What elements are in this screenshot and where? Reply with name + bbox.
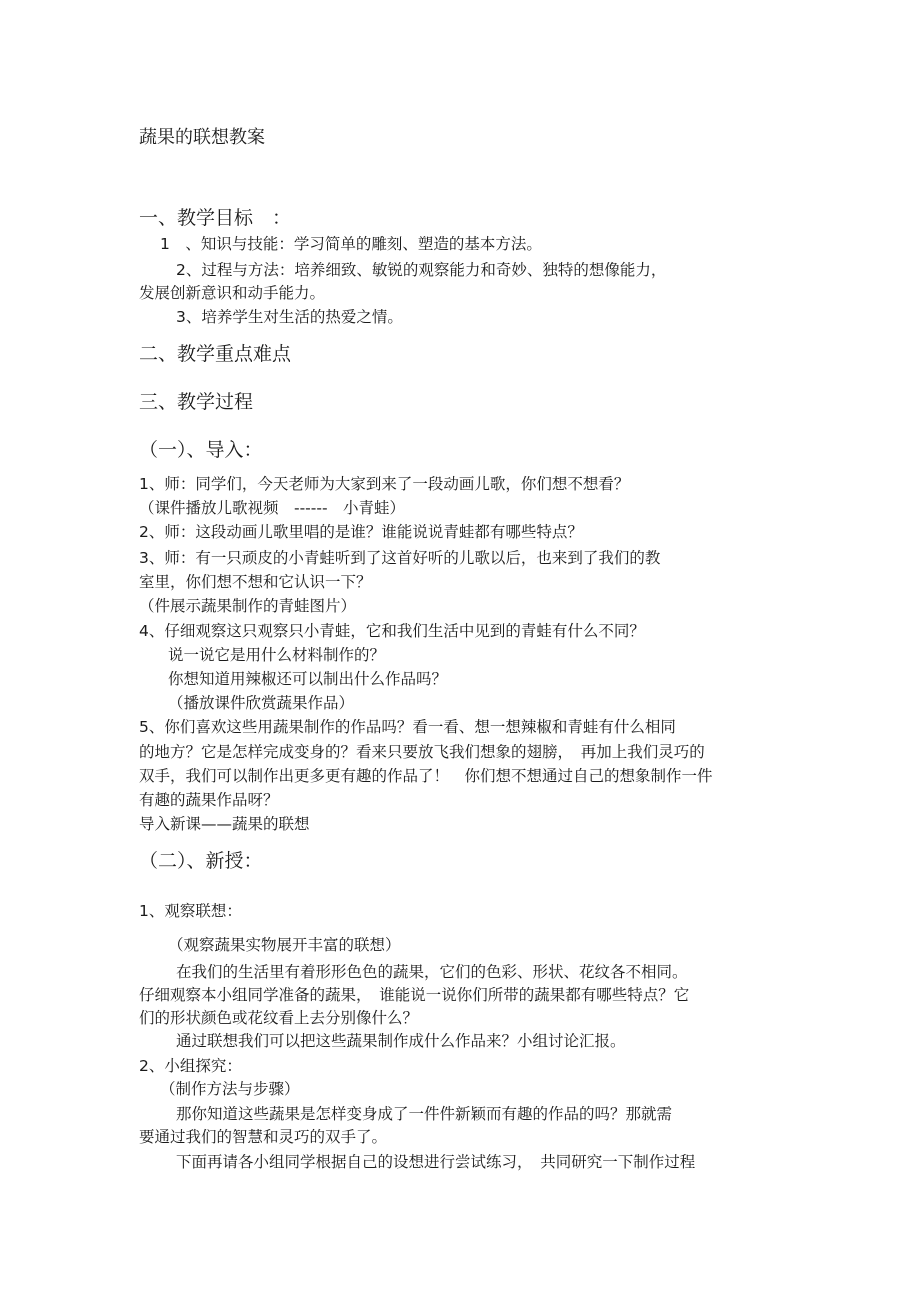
text-line: 2、师：这段动画儿歌里唱的是谁？谁能说说青蛙都有哪些特点？: [139, 523, 583, 541]
text-line: 有趣的蔬果作品呀？: [139, 791, 279, 809]
text-line: 2、过程与方法：培养细致、敏锐的观察能力和奇妙、独特的想像能力，: [176, 261, 667, 279]
text-line: 要通过我们的智慧和灵巧的双手了。: [139, 1128, 388, 1146]
text-line: （制作方法与步骤）: [160, 1080, 300, 1098]
text-line: 1、观察联想：: [139, 902, 242, 920]
text-line: 1 、知识与技能：学习简单的雕刻、塑造的基本方法。: [160, 235, 542, 253]
section-heading: （一）、导入：: [139, 439, 263, 461]
text-line: 发展创新意识和动手能力。: [139, 284, 326, 302]
text-line: 那你知道这些蔬果是怎样变身成了一件件新颖而有趣的作品的吗？那就需: [176, 1105, 673, 1123]
text-line: 1、师：同学们，今天老师为大家到来了一段动画儿歌，你们想不想看？: [139, 475, 630, 493]
section-heading: 二、教学重点难点: [139, 343, 292, 365]
text-line: （观察蔬果实物展开丰富的联想）: [168, 936, 401, 954]
text-line: 3、师：有一只顽皮的小青蛙听到了这首好听的儿歌以后，也来到了我们的教: [139, 549, 661, 567]
text-line: 下面再请各小组同学根据自己的设想进行尝试练习， 共同研究一下制作过程: [176, 1153, 696, 1171]
text-line: 你想知道用辣椒还可以制出什么作品吗？: [168, 670, 448, 688]
text-line: 们的形状颜色或花纹看上去分别像什么？: [139, 1009, 419, 1027]
text-line: （播放课件欣赏蔬果作品）: [168, 694, 355, 712]
section-heading: （二）、新授：: [139, 850, 263, 872]
text-line: 仔细观察本小组同学准备的蔬果， 谁能说一说你们所带的蔬果都有哪些特点？它: [139, 986, 690, 1004]
text-line: 说一说它是用什么材料制作的？: [168, 646, 386, 664]
document-title: 蔬果的联想教案: [139, 127, 265, 148]
text-line: （课件播放儿歌视频 ------ 小青蛙）: [139, 499, 406, 517]
text-line: 导入新课——蔬果的联想: [139, 815, 310, 833]
text-line: 5、你们喜欢这些用蔬果制作的作品吗？看一看、想一想辣椒和青蛙有什么相同: [139, 718, 676, 736]
text-line: 3、培养学生对生活的热爱之情。: [176, 308, 403, 326]
text-line: 通过联想我们可以把这些蔬果制作成什么作品来？小组讨论汇报。: [176, 1032, 626, 1050]
text-line: 双手，我们可以制作出更多更有趣的作品了！ 你们想不想通过自己的想象制作一件: [139, 767, 713, 785]
section-heading: 一、教学目标 ：: [139, 207, 292, 229]
text-line: 的地方？它是怎样完成变身的？看来只要放飞我们想象的翅膀， 再加上我们灵巧的: [139, 743, 705, 761]
text-line: 2、小组探究：: [139, 1057, 242, 1075]
text-line: 4、仔细观察这只观察只小青蛙，它和我们生活中见到的青蛙有什么不同？: [139, 622, 645, 640]
text-line: （件展示蔬果制作的青蛙图片）: [139, 597, 357, 615]
text-line: 在我们的生活里有着形形色色的蔬果，它们的色彩、形状、花纹各不相同。: [176, 963, 688, 981]
section-heading: 三、教学过程: [139, 391, 254, 413]
text-line: 室里，你们想不想和它认识一下？: [139, 573, 372, 591]
